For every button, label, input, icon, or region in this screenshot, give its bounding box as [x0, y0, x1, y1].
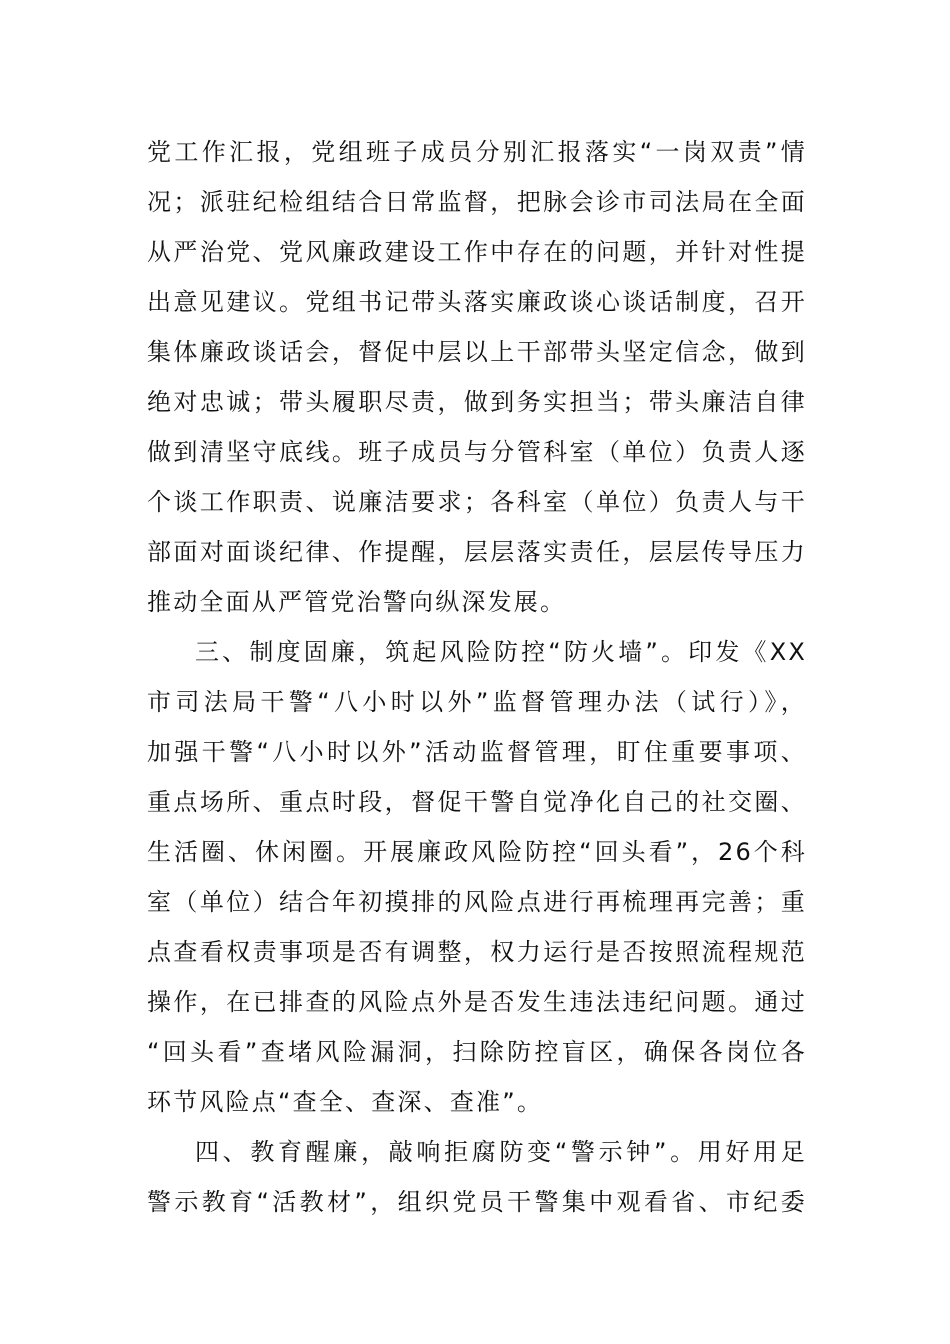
- text-line: 加强干警“八小时以外”活动监督管理，盯住重要事项、: [147, 738, 807, 766]
- text-line: “回头看”查堵风险漏洞，扫除防控盲区，确保各岗位各: [147, 1038, 807, 1066]
- text-line: 生活圈、休闲圈。开展廉政风险防控“回头看”，26个科: [147, 838, 807, 866]
- section-three-heading-line: 三、制度固廉，筑起风险防控“防火墙”。印发《XX: [195, 638, 807, 666]
- text-line: 况；派驻纪检组结合日常监督，把脉会诊市司法局在全面: [147, 188, 807, 216]
- text-line: 点查看权责事项是否有调整，权力运行是否按照流程规范: [147, 938, 807, 966]
- text-line: 集体廉政谈话会，督促中层以上干部带头坚定信念，做到: [147, 338, 807, 366]
- section-four-heading-line: 四、教育醒廉，敲响拒腐防变“警示钟”。用好用足: [195, 1138, 807, 1166]
- text-line: 从严治党、党风廉政建设工作中存在的问题，并针对性提: [147, 238, 807, 266]
- text-line: 推动全面从严管党治警向纵深发展。: [147, 588, 567, 616]
- text-line: 警示教育“活教材”，组织党员干警集中观看省、市纪委: [147, 1188, 807, 1216]
- text-line: 绝对忠诚；带头履职尽责，做到务实担当；带头廉洁自律: [147, 388, 807, 416]
- text-line: 个谈工作职责、说廉洁要求；各科室（单位）负责人与干: [147, 488, 807, 516]
- text-line: 环节风险点“查全、查深、查准”。: [147, 1088, 544, 1116]
- text-line: 市司法局干警“八小时以外”监督管理办法（试行）》，: [147, 688, 807, 716]
- text-line: 室（单位）结合年初摸排的风险点进行再梳理再完善；重: [147, 888, 807, 916]
- text-line: 操作，在已排查的风险点外是否发生违法违纪问题。通过: [147, 988, 807, 1016]
- text-line: 做到清坚守底线。班子成员与分管科室（单位）负责人逐: [147, 438, 807, 466]
- document-body: [147, 127, 807, 1227]
- text-line: 重点场所、重点时段，督促干警自觉净化自己的社交圈、: [147, 788, 807, 816]
- text-line: 出意见建议。党组书记带头落实廉政谈心谈话制度，召开: [147, 288, 807, 316]
- text-line: 部面对面谈纪律、作提醒，层层落实责任，层层传导压力: [147, 538, 807, 566]
- text-line: 党工作汇报，党组班子成员分别汇报落实“一岗双责”情: [147, 138, 807, 166]
